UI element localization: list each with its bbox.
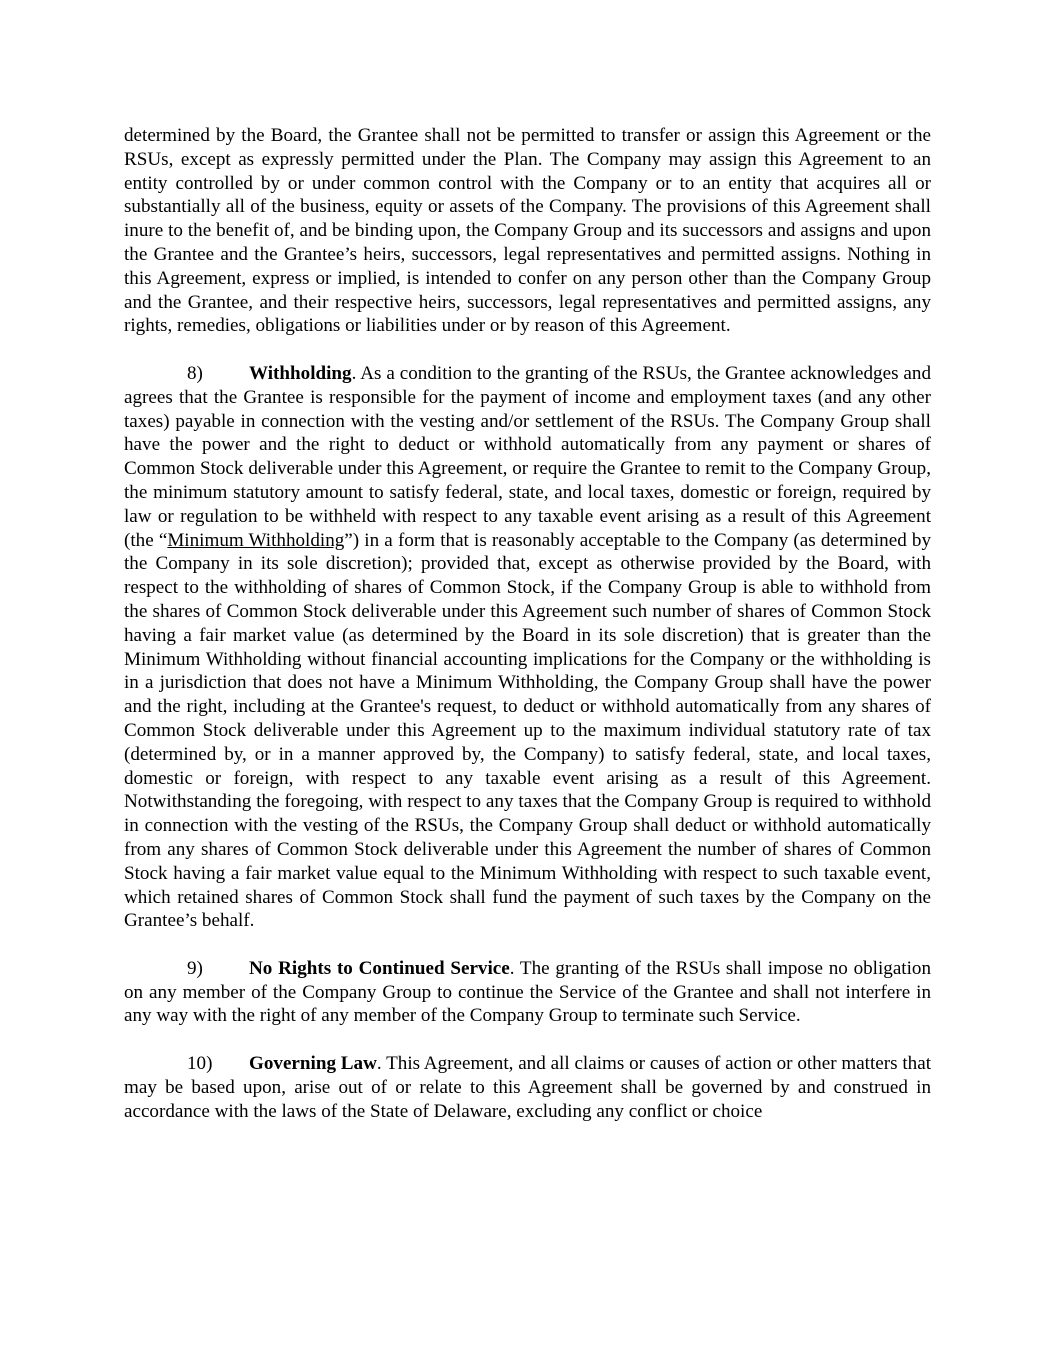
section-9-number: 9) xyxy=(187,957,203,979)
section-10-text: . This Agreement, and all claims or causes of action or other matters that may be based upon, arise out of or relate to this Agreement shall be governed by and construed in accordance with the laws of the State of Delaware, excluding any conflict or choice xyxy=(124,1053,931,1122)
section-9-heading: No Rights to Continued Service xyxy=(249,957,510,979)
section-8-text-before: . As a condition to the granting of the RSUs, the Grantee acknowledges and agrees that the Grantee is responsible for the payment of income and employment taxes (and any other taxes) payable in connection with the vesting and/or settlement of the RSUs. The Company Group shall have the power and the right to deduct or withhold automatically from any payment or shares of Common Stock deliverable under this Agreement, or require the Grantee to remit to the Company Group, the minimum statutory amount to satisfy federal, state, and local taxes, domestic or foreign, required by law or regulation to be withheld with respect to any taxable event arising as a result of this Agreement (the “ xyxy=(124,362,931,551)
document-page xyxy=(124,124,931,1147)
section-8-heading: Withholding xyxy=(249,362,352,384)
section-9-continued-service xyxy=(124,957,931,1028)
section-8-number: 8) xyxy=(187,362,203,384)
section-8-withholding xyxy=(124,362,931,933)
section-9-text: . The granting of the RSUs shall impose no obligation on any member of the Company Group to continue the Service of the Grantee and shall not interfere in any way with the right of any member of the Company Group to terminate such Service. xyxy=(124,957,932,1027)
section-8-text-after: ”) in a form that is reasonably acceptable to the Company (as determined by the Company in its sole discretion); provided that, except as otherwise provided by the Board, with respect to the withholding of shares of Common Stock, if the Company Group is able to withhold from the shares of Common Stock deliverable under this Agreement such number of shares of Common Stock having a fair market value (as determined by the Board in its sole discretion) that is greater than the Minimum Withholding without financial accounting implications for the Company or the withholding is in a jurisdiction that does not have a Minimum Withholding, the Company Group shall have the power and the right, including at the Grantee's request, to deduct or withhold automatically from any shares of Common Stock deliverable under this Agreement up to the maximum individual statutory rate of tax (determined by, or in a manner approved by, the Company) to satisfy federal, state, and local taxes, domestic or foreign, with respect to any taxable event arising as a result of this Agreement. Notwithstanding the foregoing, with respect to any taxes that the Company Group is required to withhold in connection with the vesting of the RSUs, the Company Group shall deduct or withhold automatically from any shares of Common Stock deliverable under this Agreement the number of shares of Common Stock having a fair market value equal to the Minimum Withholding with respect to such taxable event, which retained shares of Common Stock shall fund the payment of such taxes by the Company on the Grantee’s behalf. xyxy=(124,529,931,932)
section-10-governing-law xyxy=(124,1052,931,1123)
paragraph-continuation: determined by the Board, the Grantee shall not be permitted to transfer or assign this Agreement or the RSUs, except as expressly permitted under the Plan. The Company may assign this Agreement to an entity controlled by or under common control with the Company or to an entity that acquires all or substantially all of the business, equity or assets of the Company. The provisions of this Agreement shall inure to the benefit of, and be binding upon, the Company Group and its successors and assigns and upon the Grantee and the Grantee’s heirs, successors, legal representatives and permitted assigns. Nothing in this Agreement, express or implied, is intended to confer on any person other than the Company Group and the Grantee, and their respective heirs, successors, legal representatives and permitted assigns, any rights, remedies, obligations or liabilities under or by reason of this Agreement. xyxy=(124,125,931,337)
section-10-number: 10) xyxy=(187,1053,213,1075)
section-10-heading: Governing Law xyxy=(249,1053,377,1075)
defined-term-minimum-withholding: Minimum Withholding xyxy=(167,529,345,551)
